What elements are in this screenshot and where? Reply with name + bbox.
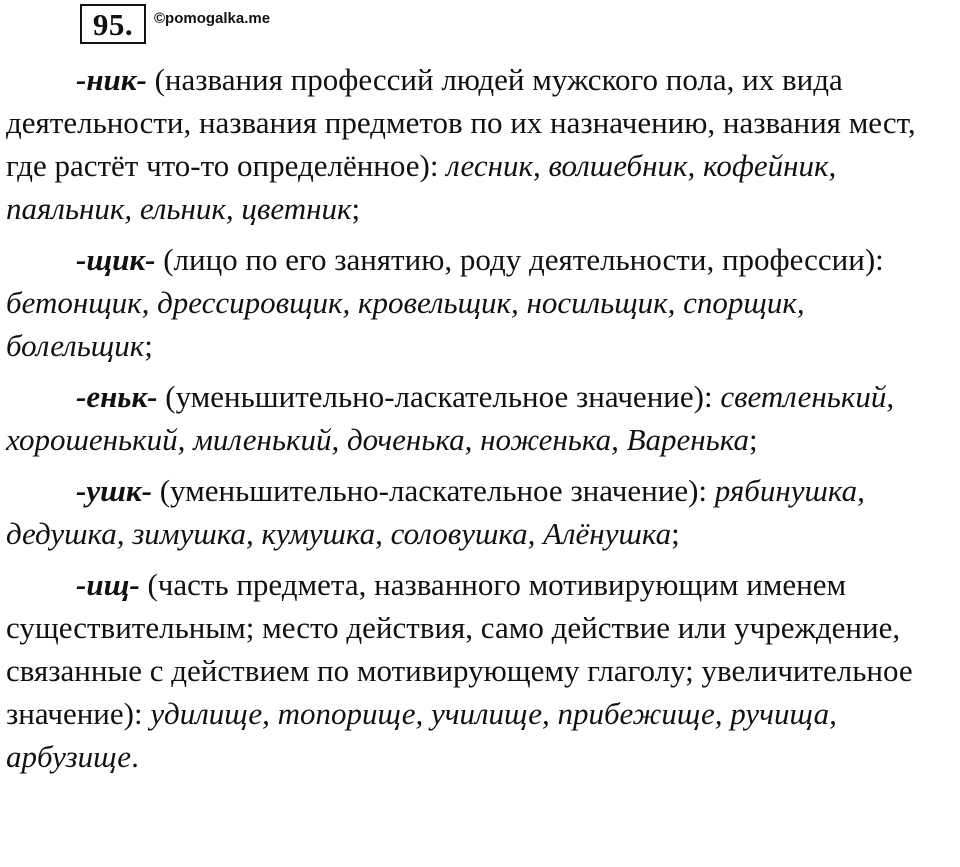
suffix-description: (уменьшительно-ласкательное значение): [157, 379, 721, 414]
paragraph-ushk [6, 469, 956, 555]
suffix: -щик- [76, 242, 156, 277]
paragraph-shchik [6, 238, 956, 367]
paragraph-ending: ; [749, 422, 758, 457]
suffix-description: (уменьшительно-ласкательное значение): [151, 473, 715, 508]
suffix: -ник- [76, 62, 147, 97]
task-number-box [80, 4, 146, 44]
task-header [80, 4, 270, 44]
paragraph-ending: ; [671, 516, 680, 551]
examples: бетонщик, дрессировщик, кровельщик, носильщик, спорщик, болельщик [6, 285, 805, 363]
examples: светленький, хорошенький, миленький, доченька, ноженька, Варенька [6, 379, 895, 457]
paragraph-ending: . [131, 739, 139, 774]
suffix: -ищ- [76, 567, 140, 602]
paragraph-ending: ; [351, 191, 361, 226]
suffix-description: (лицо по его занятию, роду деятельности, профессии): [155, 242, 884, 277]
suffix-description: (названия профессий людей мужского пола, их вида деятельности, названия предметов по их назначению, названия мест, где растёт что-то определённое): [6, 62, 916, 183]
examples: лесник, волшебник, кофейник, паяльник, ельник, цветник [6, 148, 837, 226]
answer-text [6, 58, 956, 786]
suffix: -ушк- [76, 473, 152, 508]
paragraph-enk [6, 375, 956, 461]
task-number: 95. [92, 6, 134, 42]
examples: удилище, топорище, училище, прибежище, ручища, арбузище [6, 696, 837, 774]
paragraph-ending: ; [144, 328, 153, 363]
paragraph-ishch [6, 563, 956, 778]
watermark: ©pomogalka.me [154, 9, 271, 27]
examples: рябинушка, дедушка, зимушка, кумушка, соловушка, Алёнушка [6, 473, 865, 551]
suffix-description: (часть предмета, названного мотивирующим именем существительным; место действия, само действие или учреждение, связанные с действием по мотивирующему глаголу; увеличительное значение): [6, 567, 913, 731]
suffix: -еньк- [76, 379, 158, 414]
paragraph-nik [6, 58, 956, 230]
